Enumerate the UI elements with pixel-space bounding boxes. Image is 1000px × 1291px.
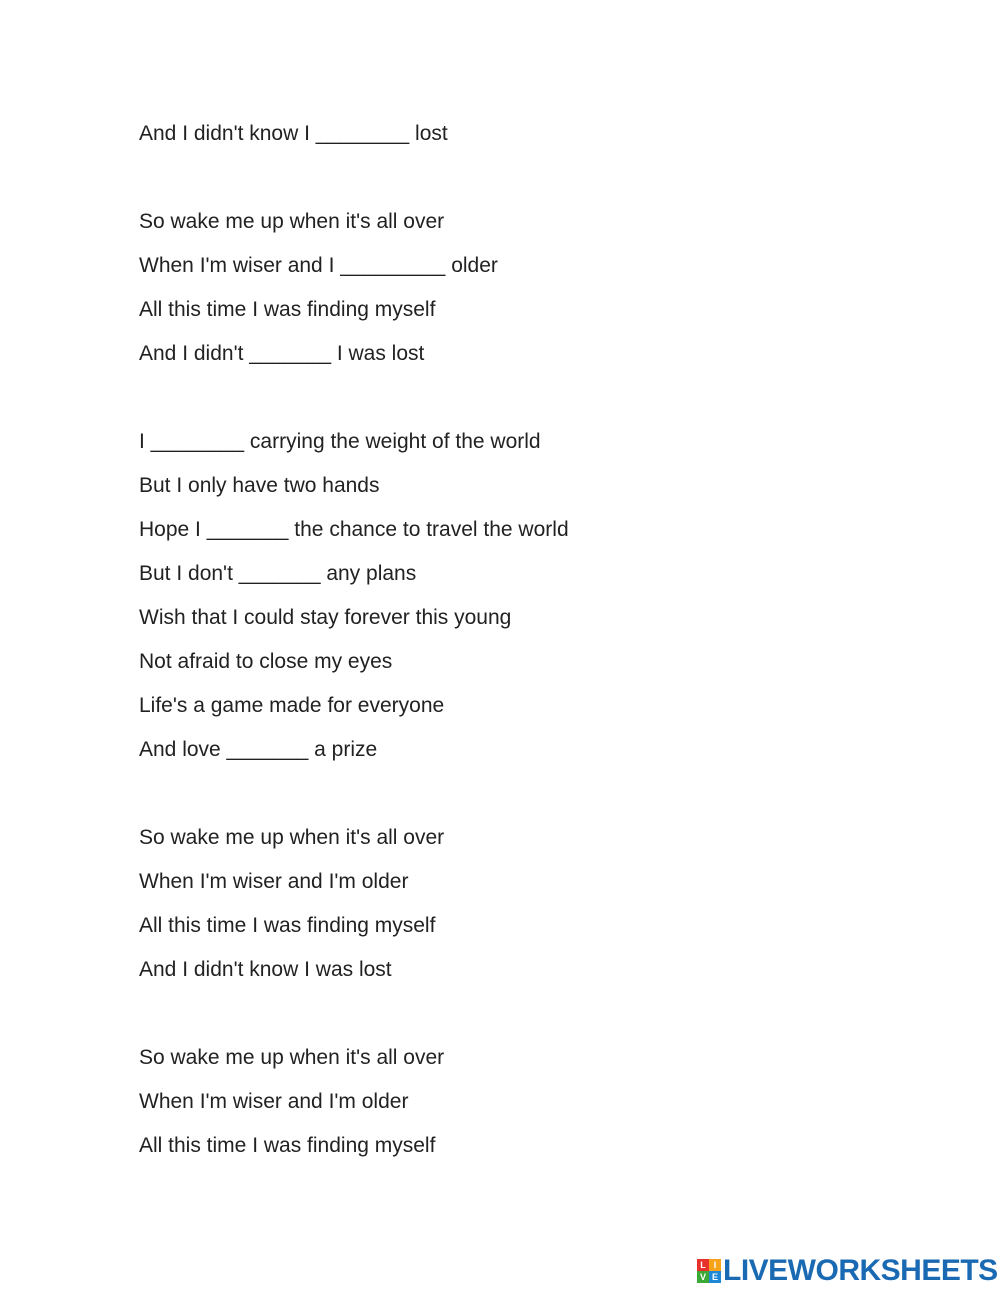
liveworksheets-logo-icon	[697, 1259, 721, 1283]
logo-wordmark: LIVEWORKSHEETS	[723, 1254, 998, 1287]
lyric-line: But I only have two hands	[139, 474, 380, 497]
lyric-line: And I didn't _______ I was lost	[139, 342, 425, 365]
lyric-line: And I didn't know I ________ lost	[139, 122, 448, 145]
lyric-line: Wish that I could stay forever this young	[139, 606, 512, 629]
lyric-line: When I'm wiser and I'm older	[139, 870, 409, 893]
lyric-line: Not afraid to close my eyes	[139, 650, 393, 673]
lyric-line: So wake me up when it's all over	[139, 826, 445, 849]
logo-mark-letter: I	[709, 1259, 721, 1271]
lyric-line: All this time I was finding myself	[139, 298, 436, 321]
lyric-line: I ________ carrying the weight of the world	[139, 430, 541, 453]
logo-mark-letter: V	[697, 1271, 709, 1283]
lyric-line: And love _______ a prize	[139, 738, 378, 761]
lyric-line: When I'm wiser and I _________ older	[139, 254, 498, 277]
lyric-line: And I didn't know I was lost	[139, 958, 392, 981]
lyric-line: So wake me up when it's all over	[139, 1046, 445, 1069]
lyric-line: Hope I _______ the chance to travel the world	[139, 518, 569, 541]
lyric-line: But I don't _______ any plans	[139, 562, 417, 585]
lyric-line: Life's a game made for everyone	[139, 694, 445, 717]
lyric-line: All this time I was finding myself	[139, 1134, 436, 1157]
lyric-line: All this time I was finding myself	[139, 914, 436, 937]
lyric-line: So wake me up when it's all over	[139, 210, 445, 233]
logo-mark-letter: L	[697, 1259, 709, 1271]
liveworksheets-logo	[697, 1255, 998, 1287]
logo-mark-letter: E	[709, 1271, 721, 1283]
lyric-line: When I'm wiser and I'm older	[139, 1090, 409, 1113]
